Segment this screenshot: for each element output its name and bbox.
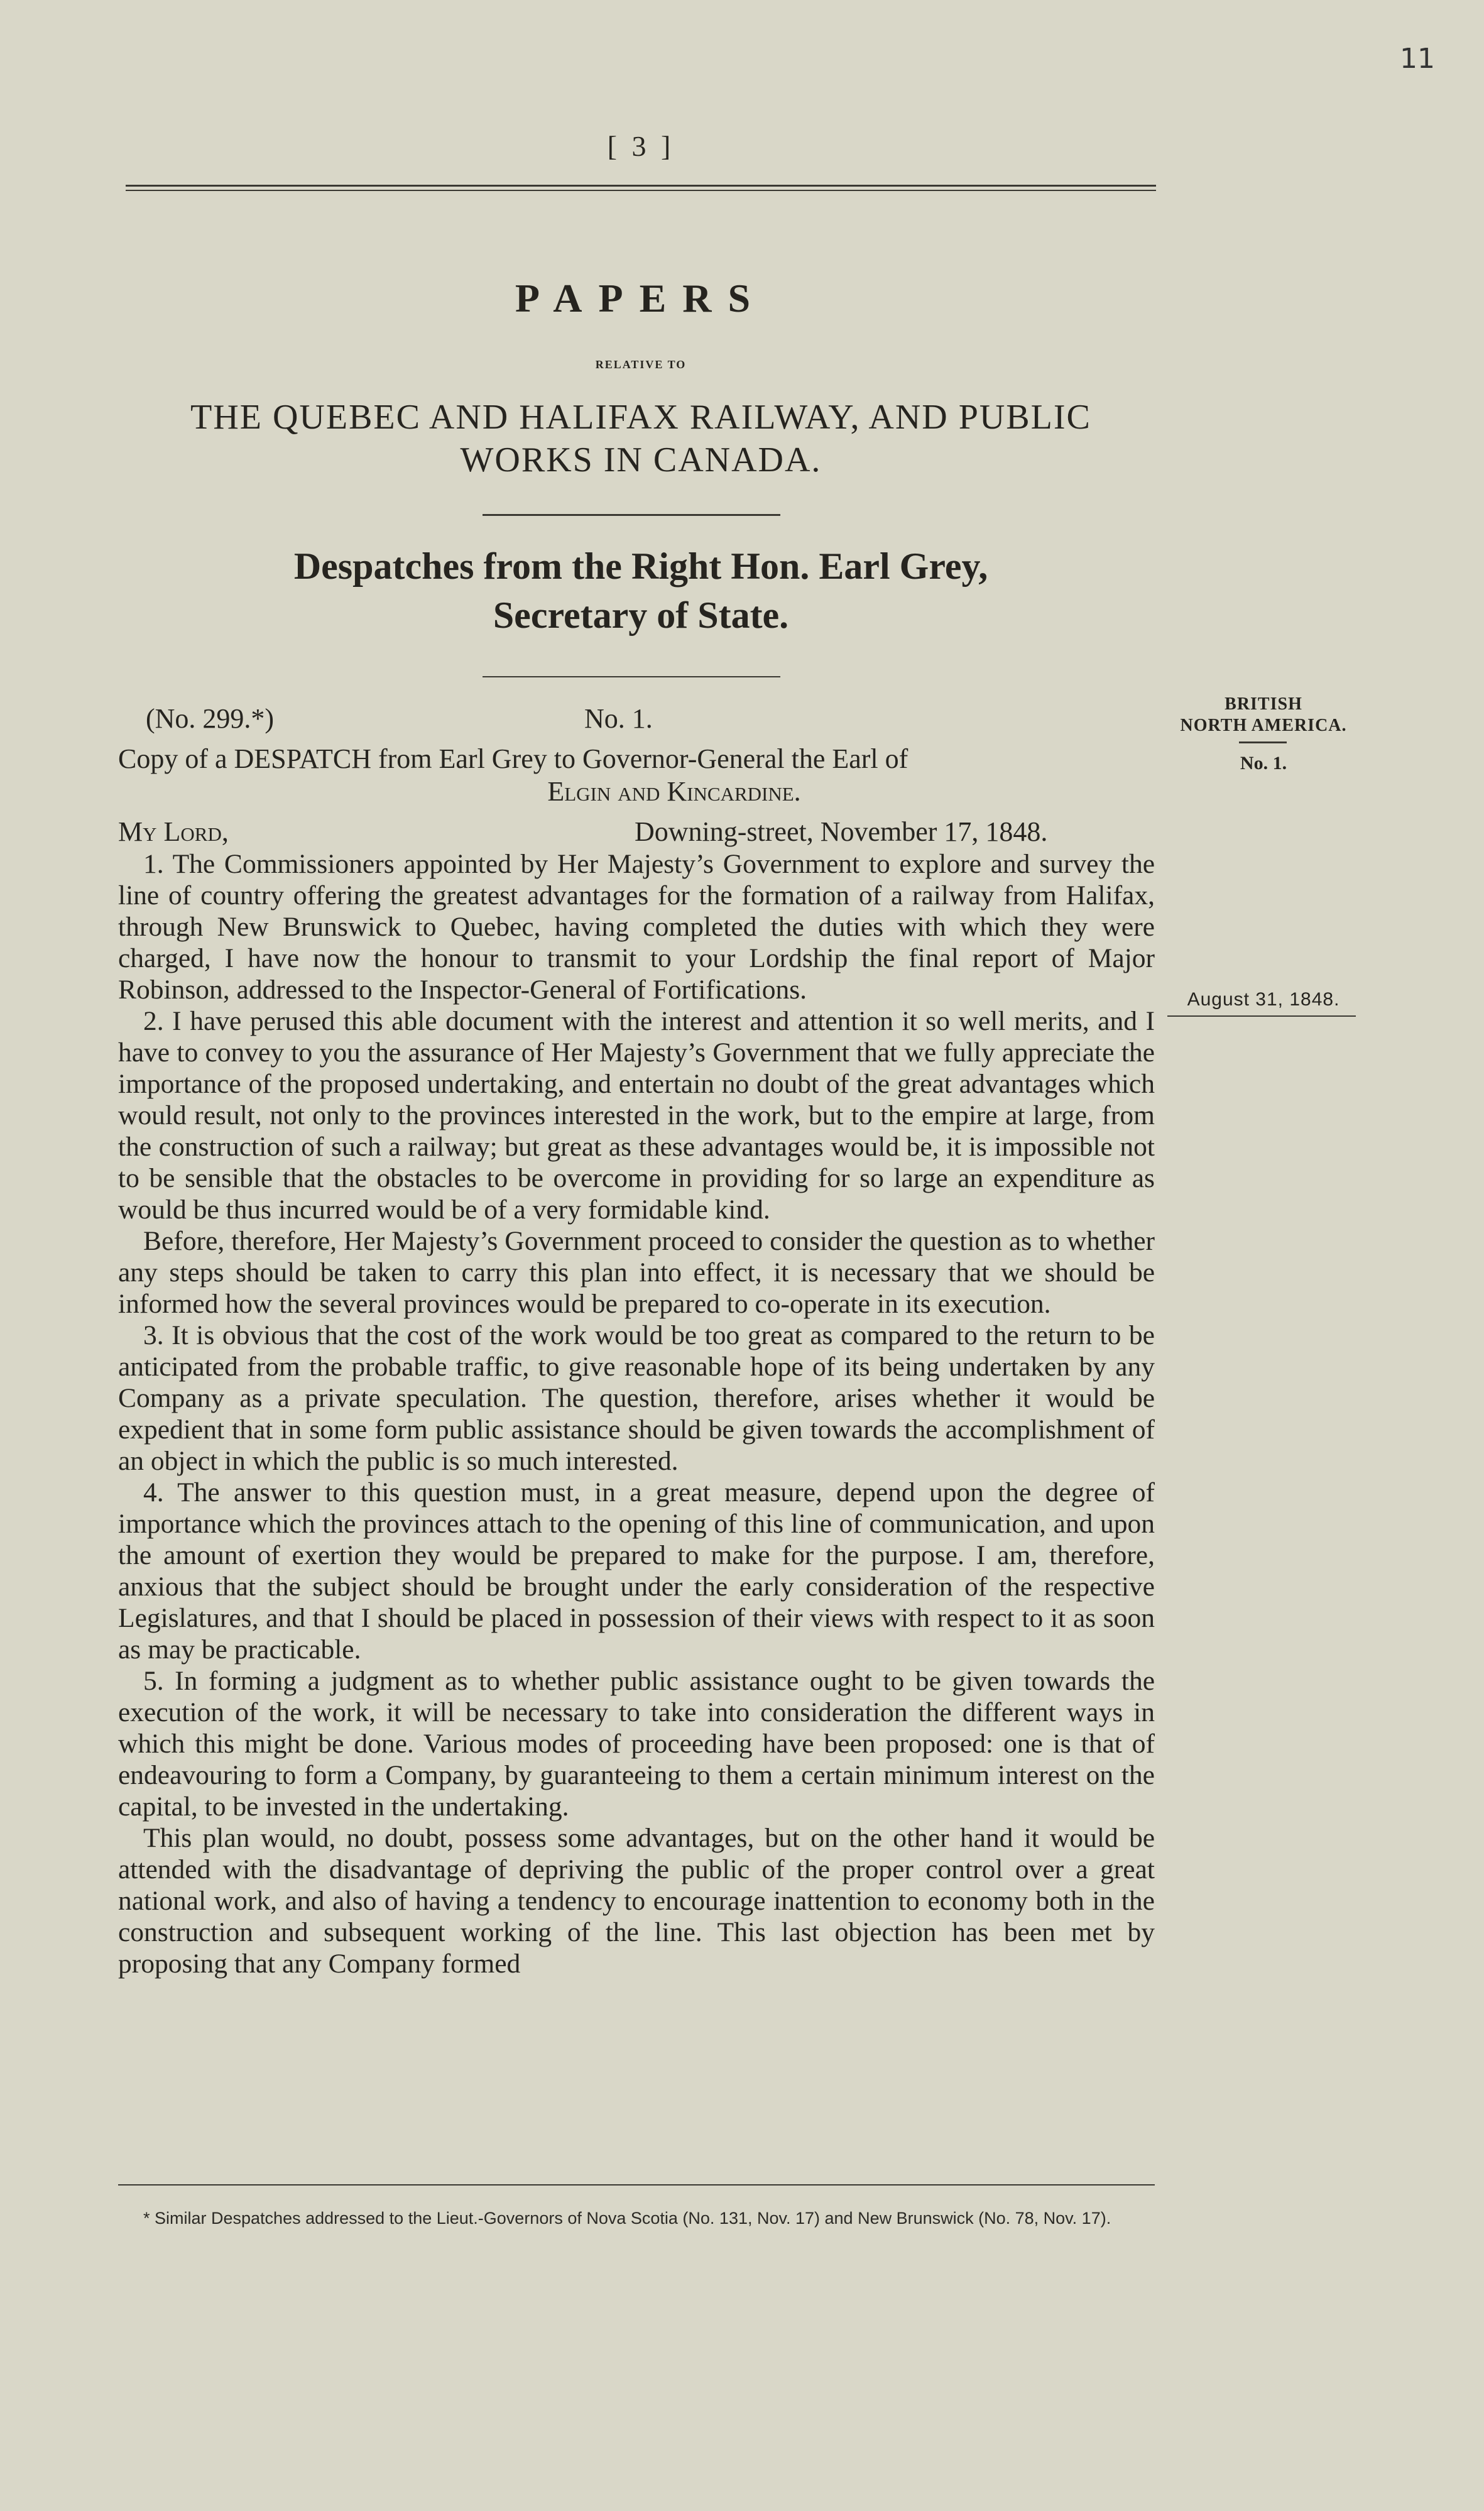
paragraph: 5. In forming a judgment as to whether public assistance ought to be given towards the execution of the work, it will be necessary to take into consideration the different ways in which this might be done. Various modes of proceeding have been proposed: one is that of endeavouring to form a Company, by guaranteeing to them a certain minimum interest on the capital, to be invested in the undertaking. — [118, 1666, 1155, 1822]
paragraph: 2. I have perused this able document with the interest and attention it so well merits, and I have to convey to you the assurance of Her Majesty’s Government that we fully appreciate the importance of the proposed undertaking, and entertain no doubt of the great advantages which would result, not only to the provinces interested in the work, but to the empire at large, from the construction of such a railway; but great as these advantages would be, it is impossible not to be sensible that the obstacles to be overcome in providing for so large an expenditure as would be thus incurred would be of a very formidable kind. — [118, 1006, 1155, 1225]
subtitle-line: THE QUEBEC AND HALIFAX RAILWAY, AND PUBLIC — [190, 398, 1091, 437]
copy-line-1: Copy of a DESPATCH from Earl Grey to Governor-General the Earl of — [118, 743, 908, 774]
despatches-heading — [126, 542, 1156, 640]
section-divider — [483, 676, 780, 677]
page-title: PAPERS — [515, 276, 767, 320]
paragraph: 4. The answer to this question must, in a great measure, depend upon the degree of importance which the provinces attach to the opening of this line of communication, and upon the amount of exertion they would be prepared to make for the purpose. I am, therefore, anxious that the subject should be brought under the early consideration of the respective Legislatures, and that I should be placed in possession of their views with respect to it as soon as may be practicable. — [118, 1477, 1155, 1665]
dateline: Downing-street, November 17, 1848. — [635, 816, 1048, 847]
margin-short-rule — [1239, 741, 1287, 743]
relative-to-label: RELATIVE TO — [595, 358, 687, 371]
despatches-line: Secretary of State. — [493, 594, 789, 636]
salutation: My Lord, — [118, 816, 229, 847]
margin-date-rule — [1167, 1015, 1356, 1017]
title-divider — [483, 514, 780, 516]
margin-region-line: BRITISH — [1225, 694, 1302, 714]
page-number: 11 — [1400, 43, 1435, 75]
despatch-body — [118, 848, 1155, 1979]
paragraph: 1. The Commissioners appointed by Her Majesty’s Government to explore and survey the line of country offering the greatest advantages for the formation of a railway from Halifax, through New Brunswick to Quebec, having completed the duties with which they were charged, I have now the honour to transmit to your Lordship the final report of Major Robinson, addressed to the Inspector-General of Fortifications. — [118, 849, 1155, 1005]
margin-number: No. 1. — [1240, 753, 1287, 774]
margin-date: August 31, 1848. — [1187, 989, 1340, 1010]
despatch-number: No. 1. — [584, 703, 653, 734]
sheet-number: [ 3 ] — [607, 130, 675, 162]
footnote: * Similar Despatches addressed to the Lieut.-Governors of Nova Scotia (No. 131, Nov. 17) and New Brunswick (No. 78, Nov. 17). — [143, 2209, 1111, 2228]
header-rule-bottom — [126, 190, 1156, 191]
despatches-line: Despatches from the Right Hon. Earl Grey, — [293, 545, 988, 587]
paragraph: 3. It is obvious that the cost of the work would be too great as compared to the return to be anticipated from the probable traffic, to give reasonable hope of its being undertaken by any Company as a private speculation. The question, therefore, arises whether it would be expedient that in some form public assistance should be given towards the accomplishment of an object in which the public is so much interested. — [118, 1320, 1155, 1476]
subtitle-line: WORKS IN CANADA. — [460, 440, 822, 479]
footnote-rule — [118, 2184, 1155, 2186]
margin-region-line: NORTH AMERICA. — [1180, 716, 1347, 735]
paragraph: This plan would, no doubt, possess some advantages, but on the other hand it would be attended with the disadvantage of depriving the public of the proper control over a great national work, and also of having a tendency to encourage inattention to economy both in the construction and subsequent working of the line. This last objection has been met by proposing that any Company formed — [118, 1823, 1155, 1979]
page-subtitle — [113, 396, 1169, 481]
copy-line-2: Elgin and Kincardine. — [547, 776, 801, 807]
header-rule-top — [126, 185, 1156, 187]
margin-region — [1160, 694, 1367, 736]
despatch-reference: (No. 299.*) — [146, 703, 275, 734]
despatch-heading — [118, 743, 1155, 808]
paragraph: Before, therefore, Her Majesty’s Government proceed to consider the question as to whether any steps should be taken to carry this plan into effect, it is necessary that we should be informed how the several provinces would be prepared to co-operate in its execution. — [118, 1226, 1155, 1319]
